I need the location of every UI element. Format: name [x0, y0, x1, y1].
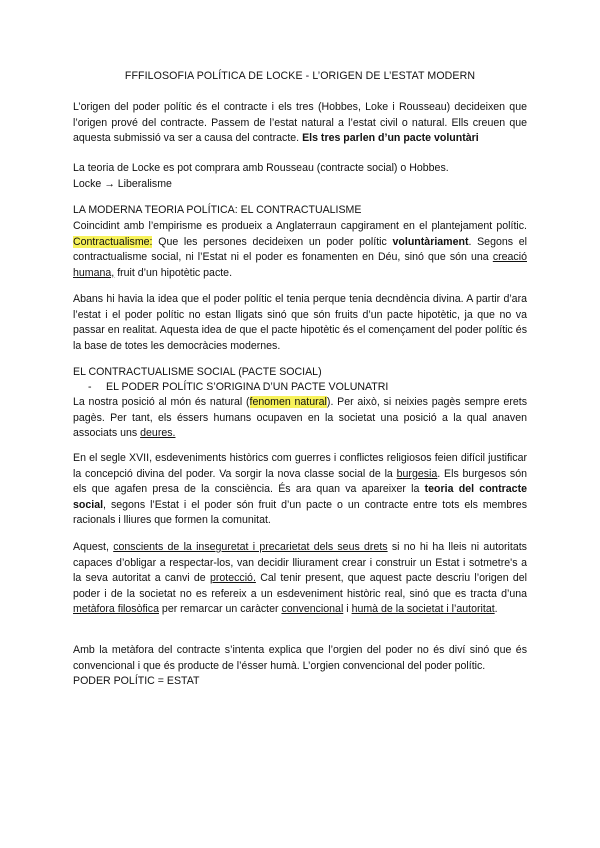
divine-origin-paragraph: Abans hi havia la idea que el poder polític el tenia perque tenia decndència divina. A partir d’ara l’estat i el poder polític no estan lligats sinó que són fruits d’un pacte hipotètic, ja que no va passar en realitat. Aquesta idea de que el pacte hipotètic és el començament del poder polític és la base de totes les democràcies modernes.: [73, 293, 527, 352]
intro-text: L’origen del poder polític és el contracte i els tres (Hobbes, Loke i Rousseau) decideixen que l’origen prové del contracte. Passem de l’estat natural a l’estat civil o natural. Ells creuen que aquesta submissió va ser a causa del contracte.: [73, 101, 527, 145]
insecurity-text-d: per remarcar un caràcter: [161, 603, 279, 616]
contractualism-bold: voluntàriament: [392, 235, 469, 248]
locke-comparison-line: La teoria de Locke es pot comprara amb Rousseau (contracte social) o Hobbes.: [73, 162, 449, 174]
insecurity-text-e: i: [346, 603, 349, 616]
seventeenth-text-b: . Els burgesos són els que agafen presa de la consciència. És ara quan va apareixer la: [73, 467, 527, 496]
metaphor-text: Amb la metàfora del contracte s’intenta explica que l’orgien del poder no és diví sinó que és convencional i que és producte de l’ésser humà. L’orgien convencional del poder polític.: [73, 644, 527, 672]
natural-underline: deures.: [140, 427, 176, 440]
locke-liberalism-line: Locke → Liberalisme: [73, 177, 172, 190]
seventeenth-text-c: , segons l’Estat i el poder són fruit d’un pacte o un contracte entre tots els membres racionals i lliures que formen la comunitat.: [73, 498, 527, 527]
contractualism-text-a: Coincidint amb l’empirisme es produeix a Anglaterraun capgirament en el plantejament polític.: [73, 220, 527, 232]
natural-position-paragraph: [73, 395, 527, 442]
intro-paragraph: [73, 100, 527, 147]
insecurity-paragraph: [73, 540, 527, 618]
section-heading-social-pact: EL CONTRACTUALISME SOCIAL (PACTE SOCIAL): [73, 366, 322, 378]
metaphor-paragraph: [73, 643, 527, 690]
contractualism-underline: creació humana,: [73, 251, 527, 279]
bullet-text: EL PODER POLÍTIC S’ORIGINA D’UN PACTE VOLUNATRI: [106, 381, 389, 393]
insecurity-underline-5: humà de la societat i l’autoritat: [351, 603, 495, 616]
locke-comparison-paragraph: [73, 161, 527, 192]
seventeenth-text-a: En el segle XVII, esdeveniments històrics com guerres i conflictes religiosos feien difícil justificar la concepció divina del poder. Va sorgir la nova classe social de la: [73, 452, 527, 480]
contractualism-text-c: . Segons el contractualisme social, ni l’Estat ni el poder es fonamenten en Déu, sinó que són una: [73, 235, 528, 264]
natural-text-b: ). Per això, si neixies pagès sempre erets pagès. Per tant, els éssers humans ocupaven en la societat una posició a la qual anaven associats uns: [73, 396, 527, 440]
insecurity-text-b: si no hi ha lleis ni autoritats capaces d’obligar a respectar-los, van decidir lliurament crear i construir un Estat i sotmetre's a la seva autoritat a canvi de: [73, 541, 527, 585]
seventeenth-century-paragraph: [73, 451, 527, 529]
insecurity-underline-1: conscients de la inseguretat i precarietat dels seus drets: [113, 541, 388, 553]
contractualism-text-b: Que les persones decideixen un poder polític: [158, 235, 387, 248]
contractualism-text-d: fruit d’un hipotètic pacte.: [117, 266, 233, 279]
insecurity-underline-2: protecció.: [209, 572, 256, 585]
bullet-item: [88, 380, 528, 396]
insecurity-text-c: Cal tenir present, que aquest pacte descriu l’origen del poder i de la societat no es refereix a un esdeveniment històric real, sinó que es tracta d’una: [73, 572, 527, 600]
natural-text-a: La nostra posició al món és natural (: [73, 396, 250, 408]
insecurity-text-f: .: [494, 603, 498, 616]
insecurity-underline-3: metàfora filosòfica: [73, 603, 159, 616]
page-title: FFFILOSOFIA POLÍTICA DE LOCKE - L’ORIGEN DE L’ESTAT MODERN: [124, 70, 476, 82]
seventeenth-bold: teoria del contracte social: [73, 483, 527, 511]
insecurity-text-a: Aquest,: [73, 541, 109, 553]
section-heading-contractualism: LA MODERNA TEORIA POLÍTICA: EL CONTRACTUALISME: [73, 204, 362, 216]
natural-highlight: fenomen natural: [249, 396, 327, 408]
insecurity-underline-4: convencional: [281, 603, 344, 616]
seventeenth-underline: burgesia: [396, 467, 438, 480]
intro-bold-text: Els tres parlen d’un pacte voluntàri: [302, 132, 479, 145]
contractualism-paragraph: [73, 219, 527, 281]
contractualism-highlight: Contractualisme:: [73, 235, 153, 248]
political-power-equation: PODER POLÍTIC = ESTAT: [73, 675, 200, 688]
bullet-dash: -: [88, 381, 92, 393]
